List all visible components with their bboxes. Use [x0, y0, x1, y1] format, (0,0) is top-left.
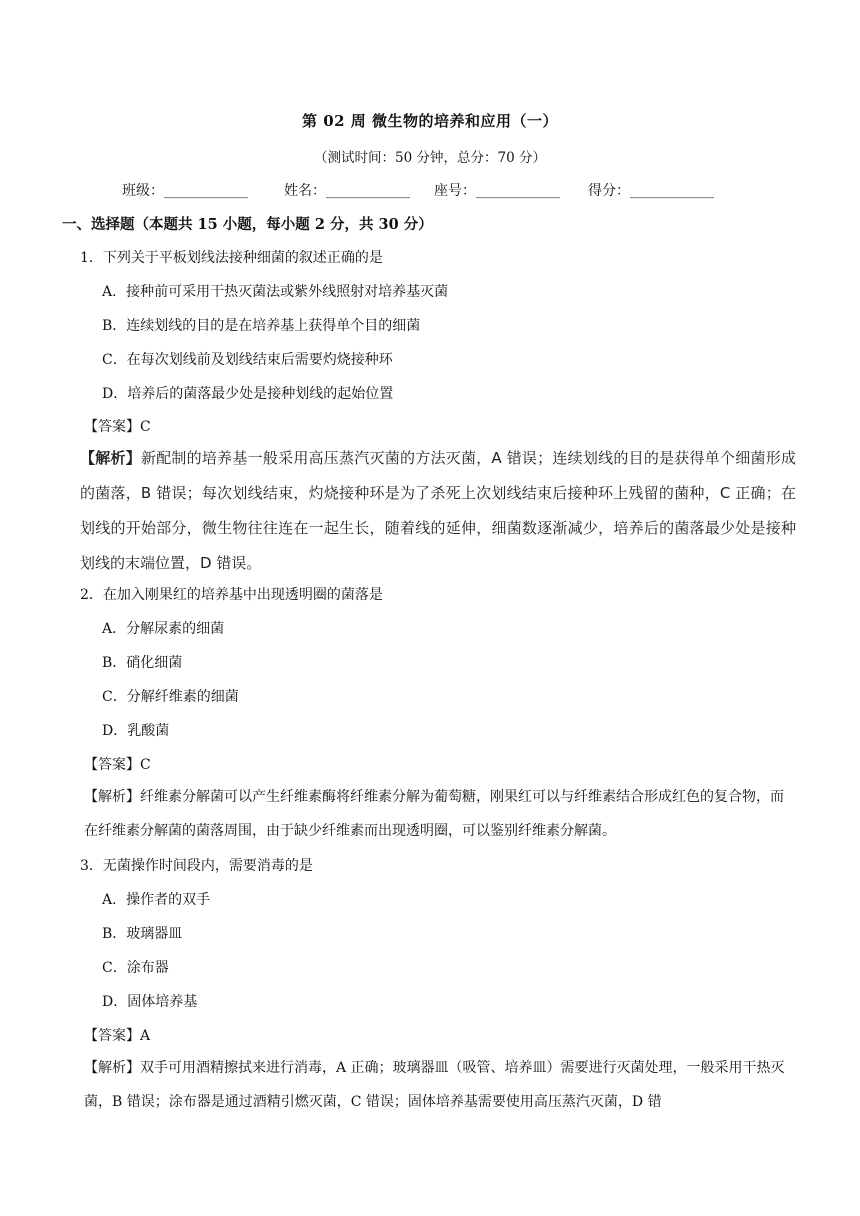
question-stem: 3．无菌操作时间段内，需要消毒的是 — [80, 858, 313, 874]
option-a: A．操作者的双手 — [102, 892, 211, 908]
name-field: 姓名：____________ — [284, 183, 410, 199]
section-heading: 一、选择题（本题共 15 小题，每小题 2 分，共 30 分） — [62, 216, 433, 233]
explanation — [84, 1051, 796, 1119]
question-stem: 1．下列关于平板划线法接种细菌的叙述正确的是 — [80, 250, 383, 266]
explanation — [80, 441, 796, 581]
answer: 【答案】A — [84, 1028, 151, 1044]
explanation-text: 新配制的培养基一般采用高压蒸汽灭菌的方法灭菌，A 错误；连续划线的目的是获得单个细菌形成的菌落，B 错误；每次划线结束，灼烧接种环是为了杀死上次划线结束后接种环上残留的菌种，C 正确；在划线的开始部分，微生物往往连在一起生长，随着线的延伸，细菌数逐渐减少，培养后的菌落最少处是接种划线的末端位置，D 错误。 — [80, 449, 796, 572]
option-a: A．分解尿素的细菌 — [102, 621, 225, 637]
option-d: D．乳酸菌 — [102, 723, 170, 739]
option-b: B．玻璃器皿 — [102, 926, 183, 942]
option-b: B．连续划线的目的是在培养基上获得单个目的细菌 — [102, 318, 421, 334]
option-d: D．培养后的菌落最少处是接种划线的起始位置 — [102, 386, 394, 402]
explanation-text: 纤维素分解菌可以产生纤维素酶将纤维素分解为葡萄糖，刚果红可以与纤维素结合形成红色的复合物，而在纤维素分解菌的菌落周围，由于缺少纤维素而出现透明圈，可以鉴别纤维素分解菌。 — [84, 789, 784, 839]
score-field: 得分：____________ — [588, 183, 714, 199]
option-c: C．涂布器 — [102, 960, 169, 976]
option-b: B．硝化细菌 — [102, 655, 183, 671]
explanation-text: 双手可用酒精擦拭来进行消毒，A 正确；玻璃器皿（吸管、培养皿）需要进行灭菌处理，一般采用干热灭菌，B 错误；涂布器是通过酒精引燃灭菌，C 错误；固体培养基需要使用高压蒸汽灭菌，D 错 — [84, 1060, 785, 1110]
explanation-label: 【解析】 — [84, 789, 140, 805]
explanation — [84, 780, 796, 848]
test-info: （测试时间：50 分钟，总分：70 分） — [314, 150, 546, 166]
option-d: D．固体培养基 — [102, 994, 198, 1010]
option-c: C．分解纤维素的细菌 — [102, 689, 239, 705]
answer: 【答案】C — [84, 757, 151, 773]
question-stem: 2．在加入刚果红的培养基中出现透明圈的菌落是 — [80, 587, 383, 603]
explanation-label: 【解析】 — [84, 1060, 140, 1076]
explanation-label: 【解析】 — [80, 449, 141, 467]
option-a: A．接种前可采用干热灭菌法或紫外线照射对培养基灭菌 — [102, 284, 449, 300]
option-c: C．在每次划线前及划线结束后需要灼烧接种环 — [102, 352, 393, 368]
page-title: 第 02 周 微生物的培养和应用（一） — [301, 112, 559, 130]
answer: 【答案】C — [84, 419, 151, 435]
class-field: 班级：____________ — [122, 183, 248, 199]
seat-field: 座号：____________ — [434, 183, 560, 199]
